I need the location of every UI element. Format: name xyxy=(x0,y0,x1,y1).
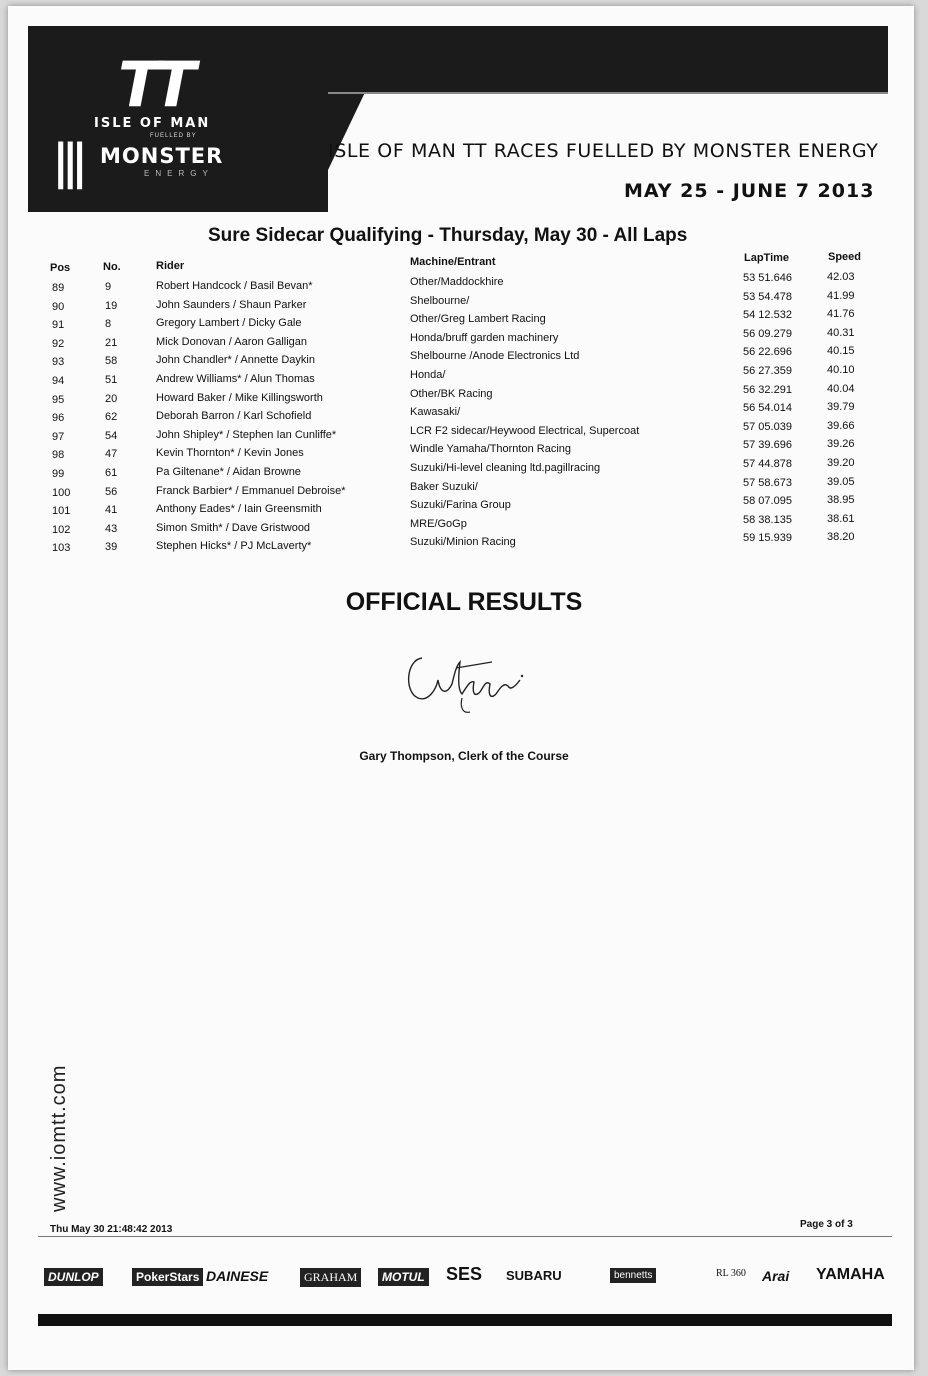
cell-rider: John Chandler* / Annette Daykin xyxy=(156,354,315,367)
cell-machine: Honda/ xyxy=(410,369,446,381)
cell-speed: 39.05 xyxy=(827,475,855,488)
cell-pos: 98 xyxy=(52,449,65,462)
print-timestamp: Thu May 30 21:48:42 2013 xyxy=(50,1224,173,1235)
cell-pos: 89 xyxy=(52,282,65,294)
cell-machine: Windle Yamaha/Thornton Racing xyxy=(410,443,572,456)
sponsor-graham: GRAHAM xyxy=(300,1268,361,1287)
header-machine: Machine/Entrant xyxy=(410,256,496,268)
cell-speed: 42.03 xyxy=(827,271,855,283)
event-title: ISLE OF MAN TT RACES FUELLED BY MONSTER ENERGY xyxy=(328,140,879,162)
cell-rider: Andrew Williams* / Alun Thomas xyxy=(156,373,315,385)
cell-pos: 101 xyxy=(52,505,71,518)
sponsor-bennetts: bennetts xyxy=(610,1268,656,1283)
cell-pos: 94 xyxy=(52,375,65,387)
website-url: www.iomtt.com xyxy=(48,1064,70,1212)
cell-speed: 40.15 xyxy=(827,345,855,358)
monster-logo-text: MONSTER xyxy=(100,144,224,168)
sponsor-dunlop: DUNLOP xyxy=(44,1268,103,1286)
cell-pos: 99 xyxy=(52,468,65,480)
signature-image xyxy=(400,640,530,720)
cell-number: 58 xyxy=(105,355,118,368)
cell-machine: Honda/bruff garden machinery xyxy=(410,331,559,344)
cell-machine: LCR F2 sidecar/Heywood Electrical, Supercoat xyxy=(410,424,640,437)
cell-pos: 100 xyxy=(52,486,71,499)
cell-number: 8 xyxy=(105,318,112,331)
cell-number: 19 xyxy=(105,299,118,312)
cell-machine: Suzuki/Hi-level cleaning ltd.pagillracing xyxy=(410,462,601,474)
cell-laptime: 58 38.135 xyxy=(743,513,792,526)
cell-laptime: 56 27.359 xyxy=(743,365,792,377)
cell-machine: Baker Suzuki/ xyxy=(410,480,478,493)
sponsor-subaru: SUBARU xyxy=(506,1268,562,1283)
session-title: Sure Sidecar Qualifying - Thursday, May 30 - All Laps xyxy=(208,225,688,246)
cell-pos: 92 xyxy=(52,337,65,350)
header-rider: Rider xyxy=(156,260,185,272)
cell-number: 39 xyxy=(105,541,118,554)
cell-rider: Anthony Eades* / Iain Greensmith xyxy=(156,503,322,516)
cell-number: 41 xyxy=(105,504,118,517)
cell-laptime: 56 54.014 xyxy=(743,402,792,415)
bottom-bar xyxy=(38,1314,892,1326)
cell-speed: 40.04 xyxy=(827,382,855,395)
cell-laptime: 56 22.696 xyxy=(743,346,792,359)
sponsor-arai: Arai xyxy=(762,1268,790,1284)
cell-rider: Pa Giltenane* / Aidan Browne xyxy=(156,466,301,478)
sponsor-motul: MOTUL xyxy=(378,1268,429,1286)
cell-laptime: 57 05.039 xyxy=(743,420,792,433)
cell-machine: Other/Maddockhire xyxy=(410,276,504,288)
cell-number: 56 xyxy=(105,485,118,498)
cell-machine: Kawasaki/ xyxy=(410,406,461,419)
cell-rider: Robert Handcock / Basil Bevan* xyxy=(156,280,313,292)
sponsor-ses: SES xyxy=(446,1264,483,1284)
cell-rider: John Shipley* / Stephen Ian Cunliffe* xyxy=(156,428,337,441)
cell-speed: 39.66 xyxy=(827,419,855,432)
cell-rider: Deborah Barron / Karl Schofield xyxy=(156,410,312,423)
cell-machine: Other/Greg Lambert Racing xyxy=(410,313,546,326)
monster-claw-icon: ||| xyxy=(52,134,81,190)
cell-rider: Gregory Lambert / Dicky Gale xyxy=(156,317,302,330)
cell-rider: Simon Smith* / Dave Gristwood xyxy=(156,521,311,534)
sponsor-strip xyxy=(44,1264,896,1294)
footer-rule xyxy=(38,1236,892,1237)
header-top-band xyxy=(318,26,888,92)
cell-rider: Howard Baker / Mike Killingsworth xyxy=(156,391,323,404)
cell-laptime: 58 07.095 xyxy=(743,495,792,508)
header-no: No. xyxy=(103,261,121,273)
cell-number: 47 xyxy=(105,448,118,461)
sponsor-rl360: RL 360 xyxy=(716,1268,746,1279)
cell-laptime: 54 12.532 xyxy=(743,309,792,322)
energy-logo-text: ENERGY xyxy=(144,169,214,178)
clerk-of-course: Gary Thompson, Clerk of the Course xyxy=(359,749,569,763)
cell-laptime: 57 58.673 xyxy=(743,476,792,489)
cell-rider: Kevin Thornton* / Kevin Jones xyxy=(156,447,304,460)
sponsor-yamaha: YAMAHA xyxy=(816,1266,885,1283)
cell-laptime: 53 51.646 xyxy=(743,272,792,284)
cell-laptime: 53 54.478 xyxy=(743,290,792,303)
cell-machine: Suzuki/Farina Group xyxy=(410,499,511,512)
sponsor-dainese: DAINESE xyxy=(206,1268,269,1284)
cell-machine: Suzuki/Minion Racing xyxy=(410,536,516,549)
cell-speed: 39.20 xyxy=(827,457,855,469)
cell-speed: 41.76 xyxy=(827,308,855,321)
cell-speed: 40.10 xyxy=(827,364,855,376)
cell-pos: 91 xyxy=(52,319,65,332)
cell-pos: 97 xyxy=(52,430,65,443)
cell-rider: John Saunders / Shaun Parker xyxy=(156,298,307,311)
cell-number: 51 xyxy=(105,374,118,386)
cell-machine: Other/BK Racing xyxy=(410,387,493,400)
table-row xyxy=(0,531,928,560)
cell-number: 61 xyxy=(105,467,118,479)
cell-machine: Shelbourne/ xyxy=(410,294,470,307)
cell-speed: 39.26 xyxy=(827,438,855,451)
header-pos: Pos xyxy=(50,262,71,274)
cell-laptime: 56 32.291 xyxy=(743,383,792,396)
header-laptime: LapTime xyxy=(744,252,790,264)
header-rule xyxy=(328,92,888,94)
cell-number: 54 xyxy=(105,429,118,442)
cell-pos: 93 xyxy=(52,356,65,369)
cell-machine: Shelbourne /Anode Electronics Ltd xyxy=(410,350,580,363)
page-number: Page 3 of 3 xyxy=(800,1219,853,1230)
cell-number: 43 xyxy=(105,522,118,535)
cell-speed: 38.95 xyxy=(827,494,855,507)
cell-number: 20 xyxy=(105,392,118,405)
cell-laptime: 57 39.696 xyxy=(743,439,792,452)
cell-speed: 40.31 xyxy=(827,326,855,339)
cell-pos: 96 xyxy=(52,412,65,425)
cell-pos: 90 xyxy=(52,300,65,313)
cell-speed: 39.79 xyxy=(827,401,855,414)
cell-speed: 38.20 xyxy=(827,531,855,544)
tt-logo: TT xyxy=(118,48,189,121)
cell-pos: 95 xyxy=(52,393,65,406)
cell-rider: Mick Donovan / Aaron Galligan xyxy=(156,335,308,348)
cell-laptime: 56 09.279 xyxy=(743,327,792,340)
sponsor-pokerstars: PokerStars xyxy=(132,1268,203,1286)
cell-rider: Franck Barbier* / Emmanuel Debroise* xyxy=(156,484,346,497)
cell-number: 62 xyxy=(105,411,118,424)
cell-pos: 102 xyxy=(52,523,71,536)
cell-speed: 38.61 xyxy=(827,512,855,525)
event-dates: MAY 25 - JUNE 7 2013 xyxy=(624,180,875,202)
cell-number: 9 xyxy=(105,281,112,293)
cell-laptime: 57 44.878 xyxy=(743,458,792,470)
fuelled-by-text: FUELLED BY xyxy=(150,133,197,139)
cell-number: 21 xyxy=(105,336,118,349)
isle-of-man-logo-text: ISLE OF MAN xyxy=(94,116,211,131)
cell-speed: 41.99 xyxy=(827,289,855,302)
cell-laptime: 59 15.939 xyxy=(743,532,792,545)
cell-machine: MRE/GoGp xyxy=(410,517,467,530)
cell-rider: Stephen Hicks* / PJ McLaverty* xyxy=(156,540,312,553)
official-results-heading: OFFICIAL RESULTS xyxy=(345,588,583,616)
header-speed: Speed xyxy=(828,251,862,263)
cell-pos: 103 xyxy=(52,542,71,555)
